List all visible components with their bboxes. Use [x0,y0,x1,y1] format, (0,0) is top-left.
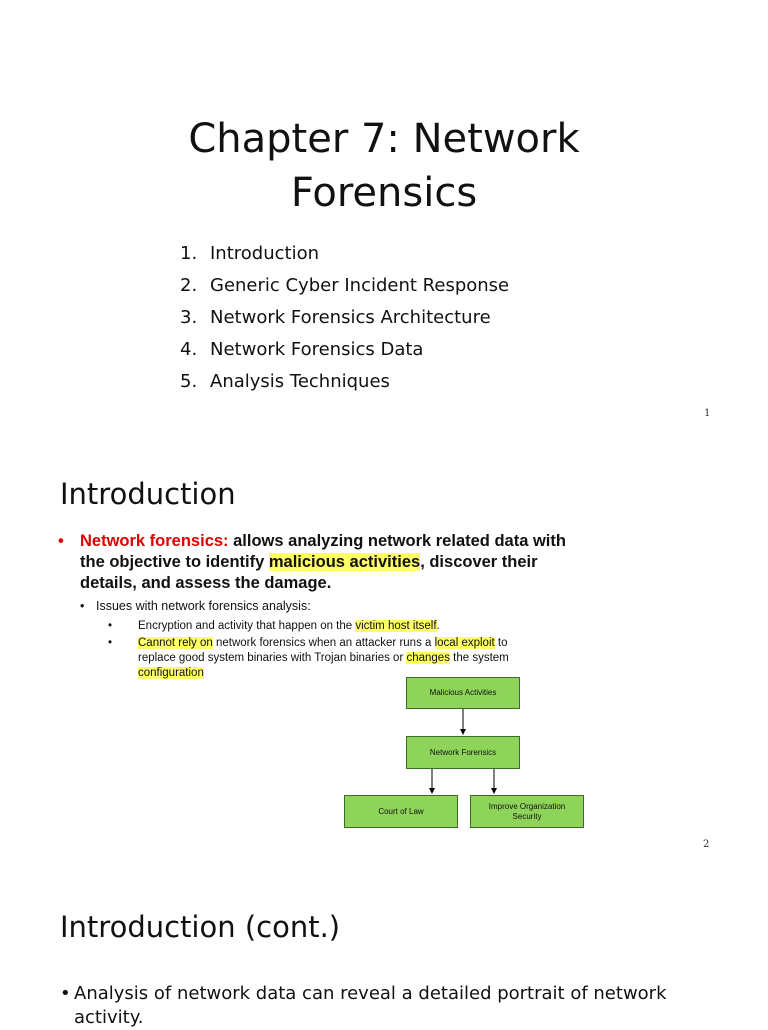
bullet-dot-icon: • [108,637,113,649]
bullet-issues: • Issues with network forensics analysis: [80,599,311,613]
slide-title: Introduction [60,477,236,511]
highlight-malicious-activities: malicious activities [268,553,421,571]
slide-number: 2 [703,839,710,850]
toc-item: 1. Introduction [180,243,320,264]
table-of-contents [180,238,509,398]
slide-title: Introduction (cont.) [60,910,341,944]
bullet-cannot-rely: • Cannot rely on network forensics when an attacker runs a local exploit to replace good system binaries with Trojan binaries or changes the system configuration [108,637,509,679]
bullet-dot-icon: • [80,599,85,613]
bullet-network-forensics: • Network forensics: allows analyzing network related data with the objective to identify malicious activities, discover their details, and assess the damage. [58,532,566,592]
box-improve-security: Improve Organization Security [470,795,584,828]
chapter-title: Chapter 7: Network Forensics [188,116,580,216]
slide-3 [0,870,768,1028]
slide-number: 1 [704,408,711,419]
bullet-analysis: • Analysis of network data can reveal a detailed portrait of network activity. [60,983,667,1028]
slide-1 [0,0,768,435]
toc-item: 5. Analysis Techniques [180,371,390,392]
bullet-dot-icon: • [60,983,71,1004]
bullet-dot-icon: • [108,620,113,632]
toc-item: 2. Generic Cyber Incident Response [180,275,510,296]
slide-2 [0,435,768,870]
box-malicious-activities: Malicious Activities [406,677,520,709]
toc-item: 4. Network Forensics Data [180,339,424,360]
bullet-dot-icon: • [58,532,64,550]
box-network-forensics: Network Forensics [406,736,520,769]
toc-item: 3. Network Forensics Architecture [180,307,491,328]
term-network-forensics: Network forensics [80,532,224,550]
box-court-of-law: Court of Law [344,795,458,828]
bullet-encryption: • Encryption and activity that happen on the victim host itself. [108,620,440,632]
